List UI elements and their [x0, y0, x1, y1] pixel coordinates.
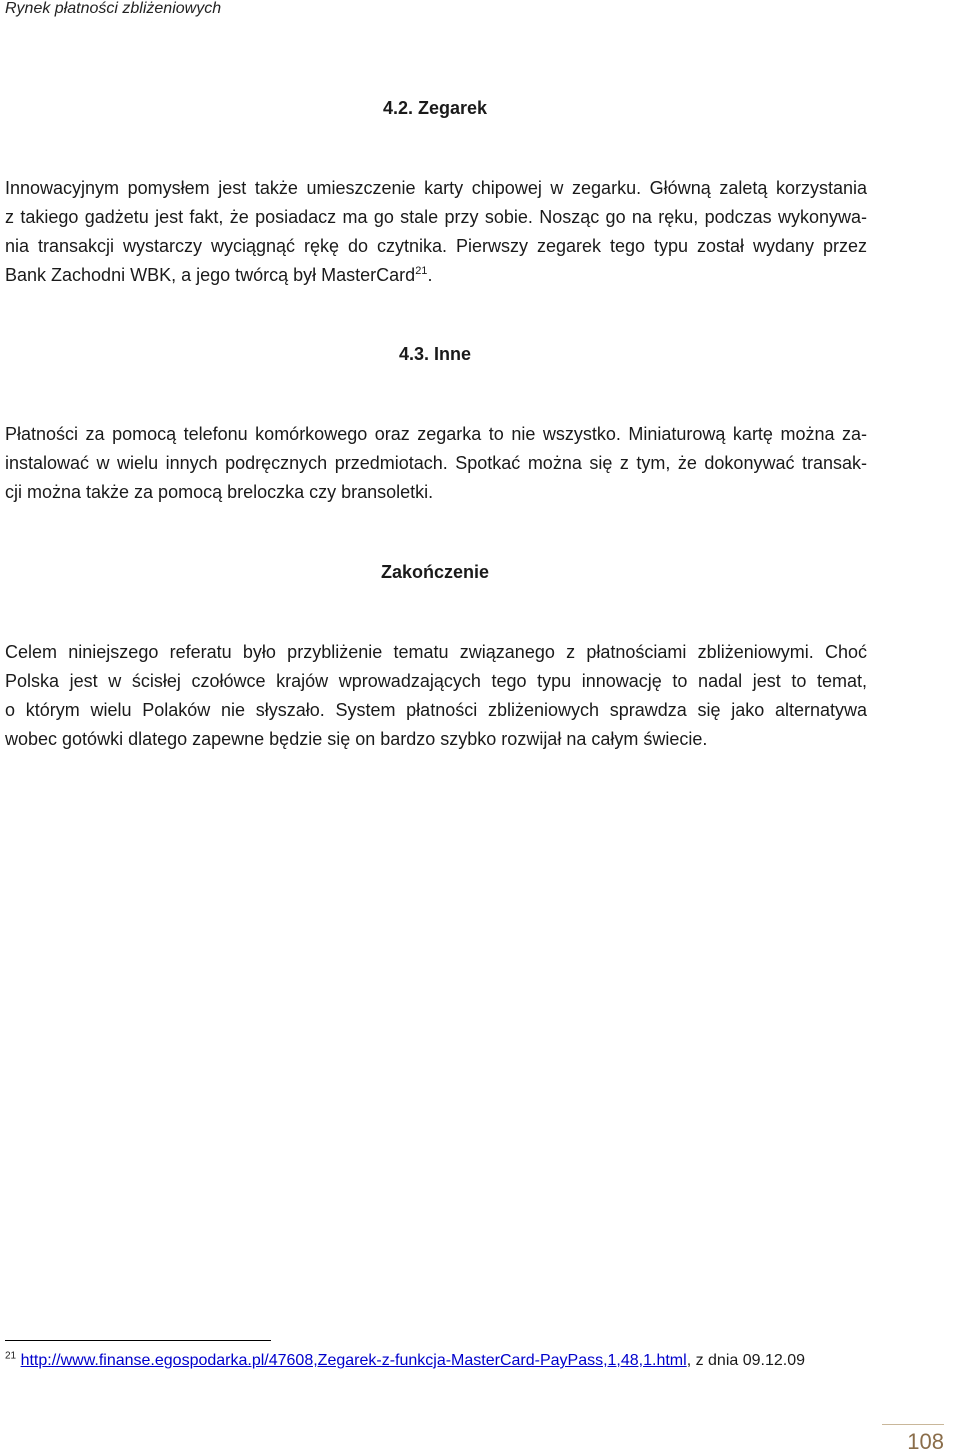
text-line: z takiego gadżetu jest fakt, że posiadacz ma go stale przy sobie. Nosząc go na ręku, podczas wykonywa- [5, 207, 867, 227]
section-heading-inne: 4.3. Inne [398, 344, 472, 364]
text-line [5, 261, 867, 290]
section-heading-zegarek: 4.2. Zegarek [382, 98, 488, 118]
text-line: Celem niniejszego referatu było przybliżenie tematu związanego z płatnościami zbliżeniowymi. Choć [5, 642, 867, 662]
text-line: instalować w wielu innych podręcznych przedmiotach. Spotkać można się z tym, że dokonywać transak- [5, 453, 867, 473]
paragraph-zegarek [5, 174, 867, 290]
text-line: o którym wielu Polaków nie słyszało. System płatności zbliżeniowych sprawdza się jako alternatywa [5, 700, 867, 720]
footnote-number: 21 [5, 1350, 17, 1362]
text-line: cji można także za pomocą breloczka czy bransoletki. [5, 482, 434, 502]
footnote-link[interactable]: http://www.finanse.egospodarka.pl/47608,Zegarek-z-funkcja-MasterCard-PayPass,1,48,1.html [20, 1352, 687, 1369]
paragraph-inne [5, 420, 867, 507]
footnote-reference[interactable]: 21 [415, 265, 428, 277]
footnote-suffix: , z dnia 09.12.09 [686, 1352, 805, 1369]
footnote-separator [5, 1340, 271, 1341]
text-line-content: Bank Zachodni WBK, a jego twórcą był MasterCard [5, 265, 416, 285]
page-number: 108 [882, 1424, 944, 1455]
text-line: Polska jest w ścisłej czołówce krajów wprowadzających tego typu innowację to nadal jest to temat, [5, 671, 867, 691]
paragraph-zakonczenie [5, 638, 867, 754]
footnote [5, 1352, 805, 1370]
text-line: nia transakcji wystarczy wyciągnąć rękę do czytnika. Pierwszy zegarek tego typu został wydany przez [5, 236, 867, 256]
text-line: Płatności za pomocą telefonu komórkowego oraz zegarka to nie wszystko. Miniaturową kartę można za- [5, 424, 867, 444]
sentence-end: . [427, 265, 433, 285]
text-line: wobec gotówki dlatego zapewne będzie się on bardzo szybko rozwijał na całym świecie. [5, 729, 708, 749]
text-line: Innowacyjnym pomysłem jest także umieszczenie karty chipowej w zegarku. Główną zaletą korzystania [5, 178, 867, 198]
running-header: Rynek płatności zbliżeniowych [5, 0, 222, 17]
section-heading-zakonczenie: Zakończenie [380, 562, 490, 582]
